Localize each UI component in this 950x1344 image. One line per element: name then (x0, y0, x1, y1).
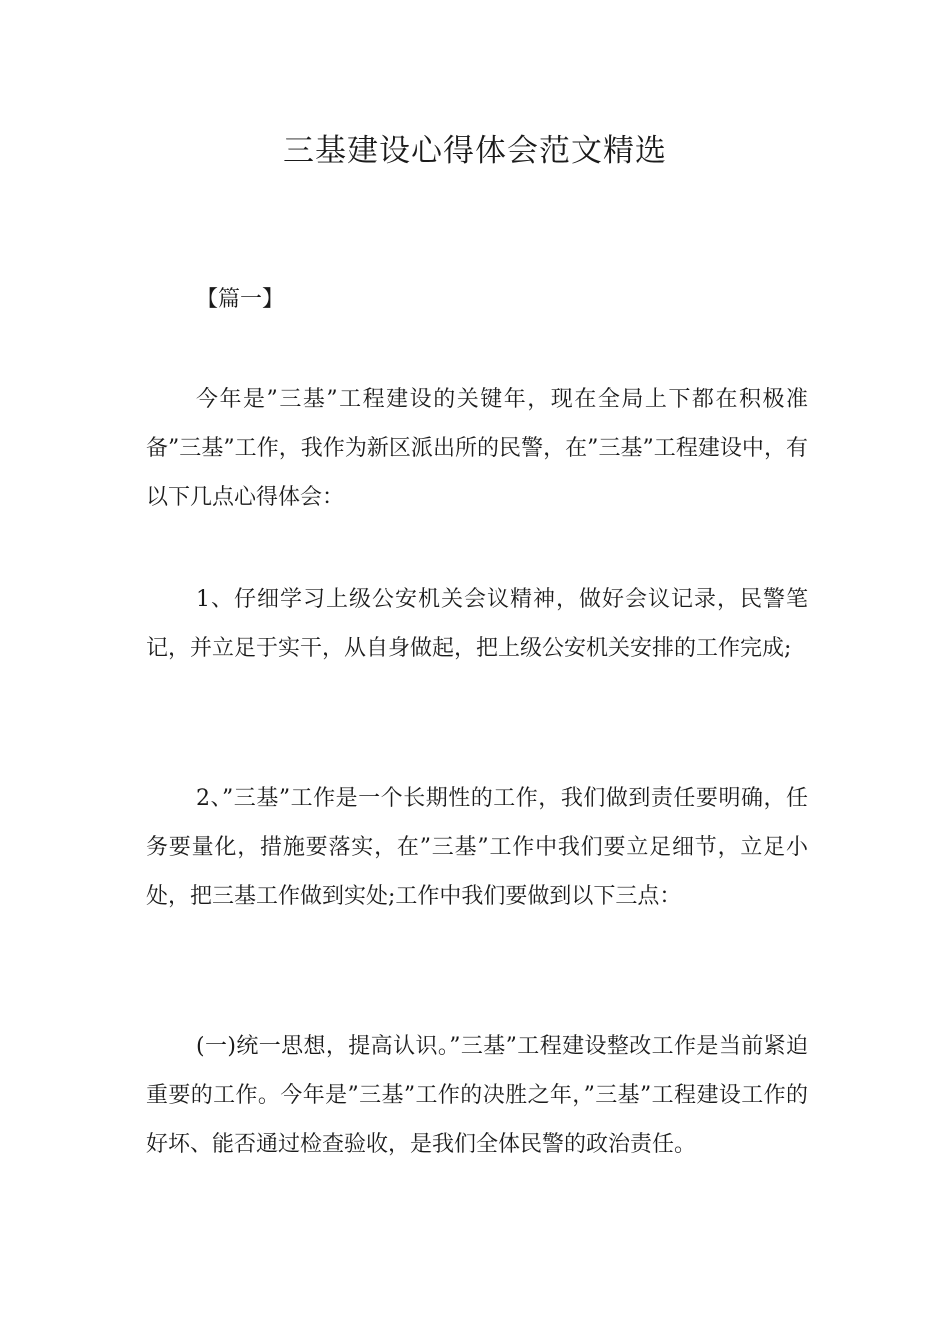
paragraph-point-2: 2、”三基”工作是一个长期性的工作，我们做到责任要明确，任务要量化，措施要落实，在”三基”工作中我们要立足细节，立足小处，把三基工作做到实处;工作中我们要做到以下三点： (146, 786, 808, 909)
paragraph-intro: 今年是”三基”工程建设的关键年，现在全局上下都在积极准备”三基”工作，我作为新区派出所的民警，在”三基”工程建设中，有以下几点心得体会： (146, 387, 808, 510)
document-title: 三基建设心得体会范文精选 (283, 133, 667, 169)
paragraph-point-1: 1、仔细学习上级公安机关会议精神，做好会议记录，民警笔记，并立足于实干，从自身做起，把上级公安机关安排的工作完成; (146, 587, 808, 661)
section-label: 【篇一】 (196, 287, 285, 312)
paragraph-subpoint-1: (一)统一思想，提高认识。”三基”工程建设整改工作是当前紧迫重要的工作。今年是”三基”工作的决胜之年，”三基”工程建设工作的好坏、能否通过检查验收，是我们全体民警的政治责任。 (146, 1034, 808, 1157)
